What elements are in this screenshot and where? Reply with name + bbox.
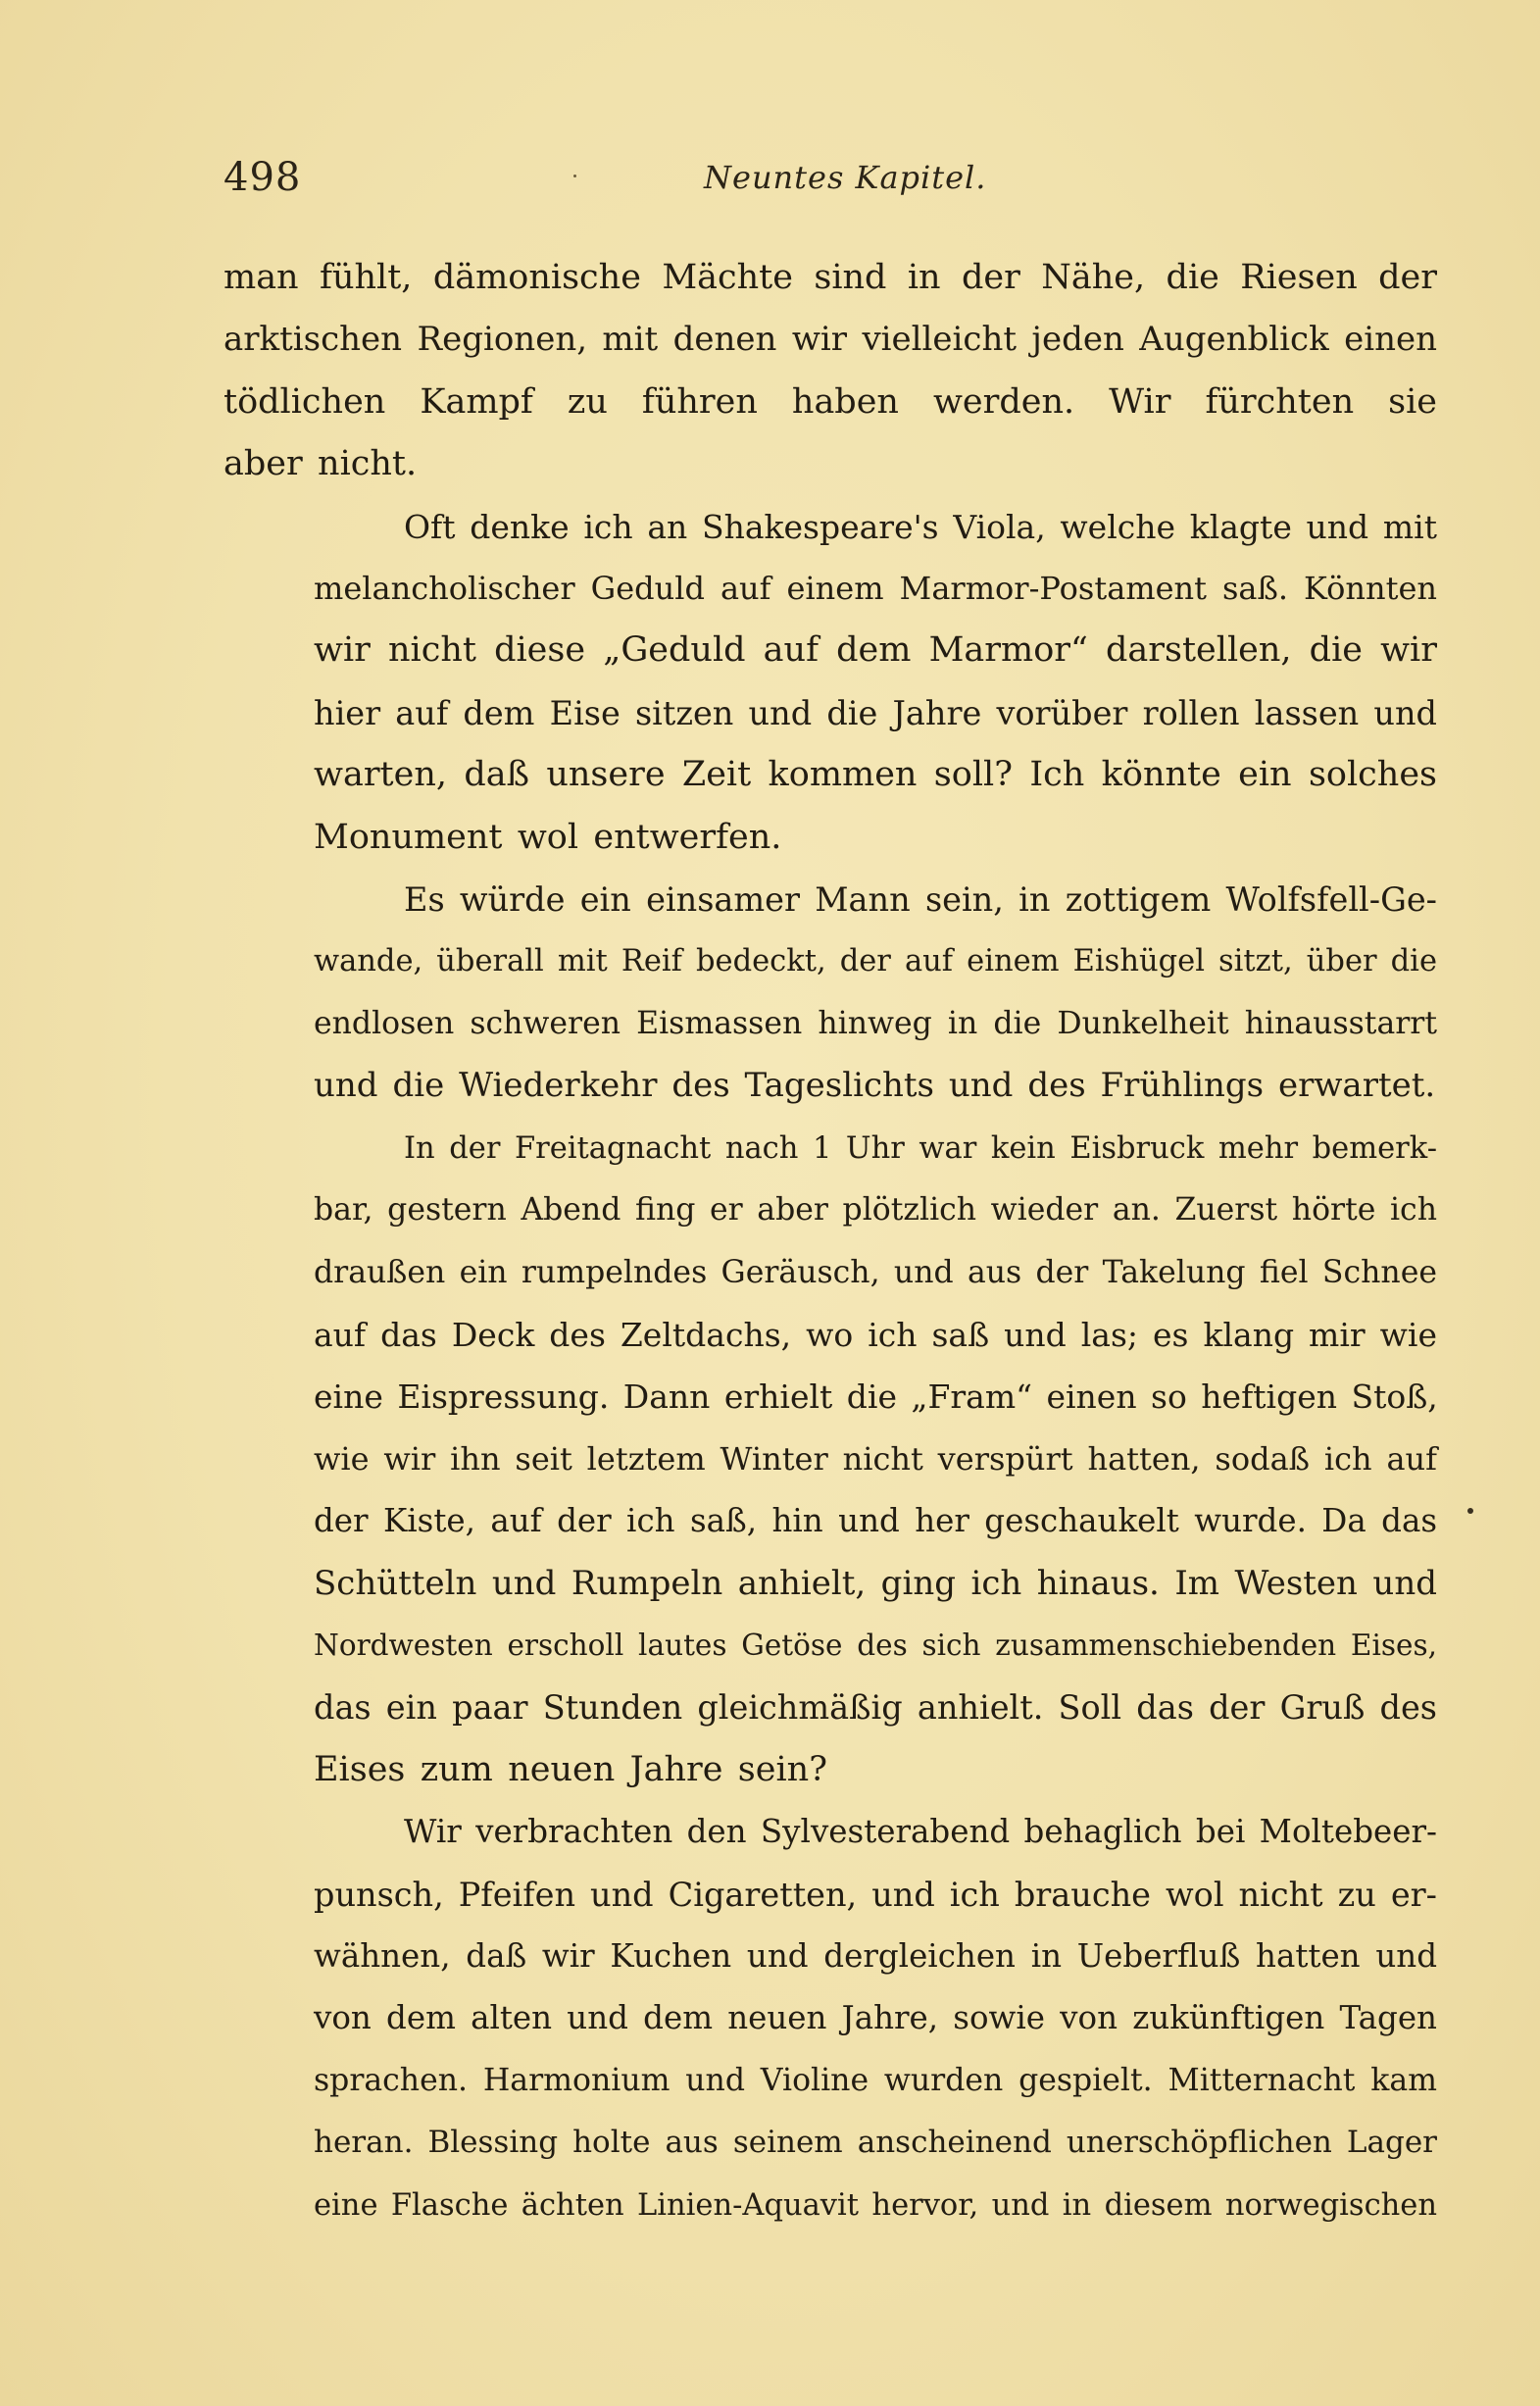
- text-line: auf das Deck des Zeltdachs, wo ich saß und las; es klang mir wie: [314, 1315, 1437, 1354]
- text-line: arktischen Regionen, mit denen wir vielleicht jeden Augenblick einen: [224, 320, 1437, 360]
- text-line: punsch, Pfeifen und Cigaretten, und ich brauche wol nicht zu er-: [314, 1875, 1437, 1914]
- text-line: man fühlt, dämonische Mächte sind in der Nähe, die Riesen der: [224, 258, 1437, 297]
- text-line: das ein paar Stunden gleichmäßig anhielt. Soll das der Gruß des: [314, 1688, 1437, 1728]
- text-line: tödlichen Kampf zu führen haben werden. Wir fürchten sie: [224, 381, 1437, 422]
- text-line: Es würde ein einsamer Mann sein, in zottigem Wolfsfell-Ge-: [404, 880, 1437, 920]
- paragraph-continuation: [224, 247, 1437, 496]
- text-line: Oft denke ich an Shakespeare's Viola, welche klagte und mit: [404, 507, 1437, 546]
- text-line: melancholischer Geduld auf einem Marmor-Postament saß. Könnten: [314, 570, 1437, 608]
- text-line: Monument wol entwerfen.: [314, 817, 782, 857]
- paragraph: [224, 1118, 1437, 1801]
- text-line: von dem alten und dem neuen Jahre, sowie von zukünftigen Tagen: [314, 1999, 1437, 2037]
- margin-mark: [1467, 1508, 1473, 1514]
- page-header: [224, 147, 1439, 216]
- text-line: heran. Blessing holte aus seinem anscheinend unerschöpflichen Lager: [314, 2125, 1437, 2161]
- page-number: 498: [224, 155, 302, 200]
- running-head: Neuntes Kapitel.: [704, 159, 987, 196]
- text-line: wir nicht diese „Geduld auf dem Marmor“ darstellen, die wir: [314, 630, 1437, 671]
- text-line: warten, daß unsere Zeit kommen soll? Ich könnte ein solches: [314, 755, 1437, 795]
- text-line: aber nicht.: [224, 444, 418, 484]
- text-line: Wir verbrachten den Sylvesterabend behaglich bei Moltebeer-: [404, 1813, 1437, 1851]
- paragraph: [224, 869, 1437, 1118]
- paragraph: [224, 496, 1437, 869]
- text-line: draußen ein rumpelndes Geräusch, und aus der Takelung fiel Schnee: [314, 1254, 1437, 1290]
- text-line: eine Flasche ächten Linien-Aquavit hervor, und in diesem norwegischen: [314, 2187, 1437, 2223]
- text-line: Schütteln und Rumpeln anhielt, ging ich hinaus. Im Westen und: [314, 1563, 1437, 1603]
- text-line: hier auf dem Eise sitzen und die Jahre vorüber rollen lassen und: [314, 693, 1437, 732]
- text-line: endlosen schweren Eismassen hinweg in die Dunkelheit hinausstarrt: [314, 1005, 1437, 1041]
- text-line: wähnen, daß wir Kuchen und dergleichen in Ueberfluß hatten und: [314, 1936, 1437, 1975]
- text-line: bar, gestern Abend fing er aber plötzlich wieder an. Zuerst hörte ich: [314, 1192, 1437, 1228]
- text-line: eine Eispressung. Dann erhielt die „Fram“ einen so heftigen Stoß,: [314, 1378, 1438, 1417]
- text-line: Eises zum neuen Jahre sein?: [314, 1749, 827, 1789]
- text-line: In der Freitagnacht nach 1 Uhr war kein Eisbruck mehr bemerk-: [404, 1130, 1437, 1166]
- text-line: wande, überall mit Reif bedeckt, der auf einem Eishügel sitzt, über die: [314, 944, 1437, 979]
- body-text: [224, 247, 1437, 2236]
- text-line: sprachen. Harmonium und Violine wurden gespielt. Mitternacht kam: [314, 2062, 1437, 2098]
- text-line: der Kiste, auf der ich saß, hin und her geschaukelt wurde. Da das: [314, 1502, 1437, 1540]
- text-line: und die Wiederkehr des Tageslichts und des Frühlings erwartet.: [314, 1066, 1436, 1106]
- paragraph: [224, 1801, 1437, 2236]
- text-line: wie wir ihn seit letztem Winter nicht verspürt hatten, sodaß ich auf: [314, 1439, 1437, 1478]
- text-line: Nordwesten erscholl lautes Getöse des sich zusammenschiebenden Eises,: [314, 1628, 1437, 1662]
